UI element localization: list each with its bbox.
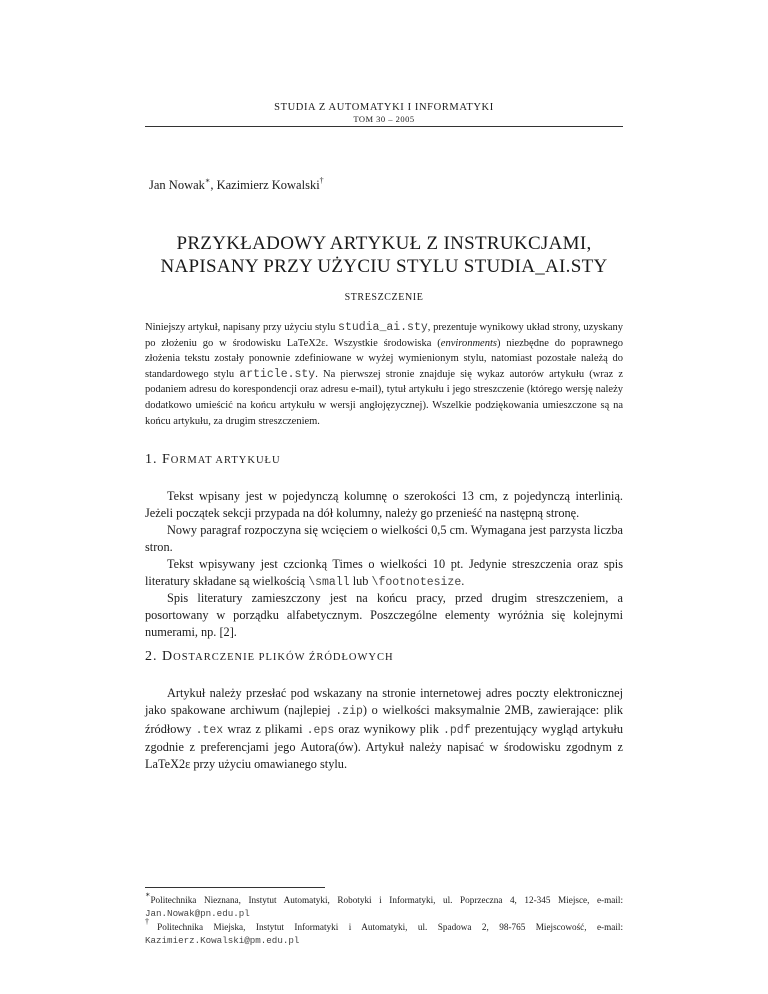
section-2-run: ) o wielkości maksymalnie 2MB, zawierające: plik źródłowy [145, 702, 624, 736]
abstract-heading: STRESZCZENIE [344, 292, 424, 303]
author-list [149, 178, 324, 193]
author-separator: , [210, 178, 217, 192]
footnote-2-email-link[interactable]: Kazimierz.Kowalski@pm.edu.pl [145, 934, 300, 946]
paper-title [145, 232, 623, 278]
footnote-2-mark: † [145, 917, 158, 926]
author-2: Kazimierz Kowalski [216, 178, 320, 192]
section-1-paragraph-3 [145, 556, 623, 592]
header-rule [145, 126, 623, 127]
abstract-run: , prezentuje wynikowy układ strony, uzyskany po złożeniu go w środowisku LaTeX2ε. Wszystkie środowiska ( [145, 322, 623, 349]
section-2-run: oraz wynikowy plik [334, 721, 443, 736]
section-2-heading [145, 649, 394, 665]
section-2-run: Artykuł należy przesłać pod wskazany na stronie internetowej adres poczty elektronicznej jako spakowane archiwum (najlepiej [145, 686, 623, 717]
footnote-1 [145, 890, 623, 921]
code-eps: .eps [306, 723, 335, 737]
abstract-emphasis: environments [440, 337, 497, 349]
section-1-run: Tekst wpisywany jest czcionką Times o wielkości 10 pt. Jedynie streszczenia oraz spis literatury składane są wielkością [145, 557, 623, 588]
section-2-paragraph-1 [145, 685, 623, 773]
journal-volume: TOM 30 – 2005 [353, 114, 415, 124]
section-2-number: 2. [145, 649, 158, 664]
abstract-text [145, 320, 623, 429]
code-tex: .tex [195, 723, 224, 737]
section-2-run: wraz z plikami [223, 721, 307, 736]
section-1-initial: F [162, 452, 171, 467]
code-small: \small [308, 575, 350, 589]
footnote-2-text: Politechnika Miejska, Instytut Informatyki i Automatyki, ul. Spadowa 2, 98-765 Miejscowość, e-mail: [157, 922, 623, 932]
running-header [145, 101, 623, 125]
section-2-run: prezentujący wygląd artykułu zgodnie z preferencjami jego Autora(ów). Artykuł należy napisać w środowisku zgodnym z LaTeX2ε przy użyciu omawianego stylu. [145, 721, 623, 772]
footnote-1-text: Politechnika Nieznana, Instytut Automatyki, Robotyki i Informatyki, ul. Poprzeczna 4, 12-345 Miejsce, e-mail: [150, 895, 623, 905]
section-1-paragraph-2: Nowy paragraf rozpoczyna się wcięciem o wielkości 0,5 cm. Wymagana jest parzysta liczba stron. [145, 523, 623, 554]
title-line-2: NAPISANY PRZY UŻYCIU STYLU STUDIA_AI.STY [160, 256, 608, 277]
footnote-rule [145, 887, 325, 888]
section-2-title: OSTARCZENIE PLIKÓW ŹRÓDŁOWYCH [173, 652, 394, 663]
footnote-1-email-link[interactable]: Jan.Nowak@pn.edu.pl [145, 907, 250, 919]
footnote-2 [145, 917, 623, 948]
section-1-paragraph-1: Tekst wpisany jest w pojedynczą kolumnę o szerokości 13 cm, z pojedynczą interlinią. Jeżeli początek sekcji przypada na dół kolumny, należy go przenieść na następną stronę. [145, 489, 623, 520]
abstract-code-studia: studia_ai.sty [338, 321, 428, 334]
code-footnotesize: \footnotesize [371, 575, 462, 589]
section-1-paragraph-4: Spis literatury zamieszczony jest na końcu pracy, przed drugim streszczeniem, a posortowany w porządku alfabetycznym. Poszczególne elementy wyróżnia się kolejnymi numerami, np. [2]. [145, 591, 623, 639]
author-1: Jan Nowak [149, 178, 205, 192]
section-2-initial: D [162, 649, 174, 664]
abstract-run: . Na pierwszej stronie znajduje się wykaz autorów artykułu (wraz z podaniem adresu do korespondencji oraz adresu e-mail), tytuł artykułu i jego streszczenie (którego wersję należy dodatkowo umieścić na końcu artykułu w wersji angłojęzycznej). Wszelkie podziękowania umieszczone są na końcu artykułu, za drugim streszczeniem. [145, 368, 623, 427]
abstract-code-article: article.sty [239, 367, 316, 381]
footnote-1-mark: ∗ [145, 890, 151, 899]
section-1-title: ORMAT ARTYKUŁU [170, 455, 281, 466]
section-1-run: . [461, 573, 465, 588]
code-zip: .zip [335, 704, 363, 718]
title-line-1: PRZYKŁADOWY ARTYKUŁ Z INSTRUKCJAMI, [176, 233, 592, 254]
section-1-heading [145, 452, 281, 468]
author-1-footnote-mark[interactable]: ∗ [204, 176, 211, 185]
code-pdf: .pdf [443, 723, 471, 737]
abstract-run: Niniejszy artykuł, napisany przy użyciu stylu [145, 322, 339, 333]
abstract-run: ) niezbędne do poprawnego złożenia tekstu zostały ponownie zdefiniowane w wyżej wymienionym stylu, natomiast pozostałe należą do standardowego stylu [145, 337, 623, 380]
author-2-footnote-mark[interactable]: † [319, 176, 324, 185]
section-1-run: lub [349, 573, 372, 588]
journal-name: STUDIA Z AUTOMATYKI I INFORMATYKI [274, 102, 494, 113]
section-1-number: 1. [145, 452, 158, 467]
